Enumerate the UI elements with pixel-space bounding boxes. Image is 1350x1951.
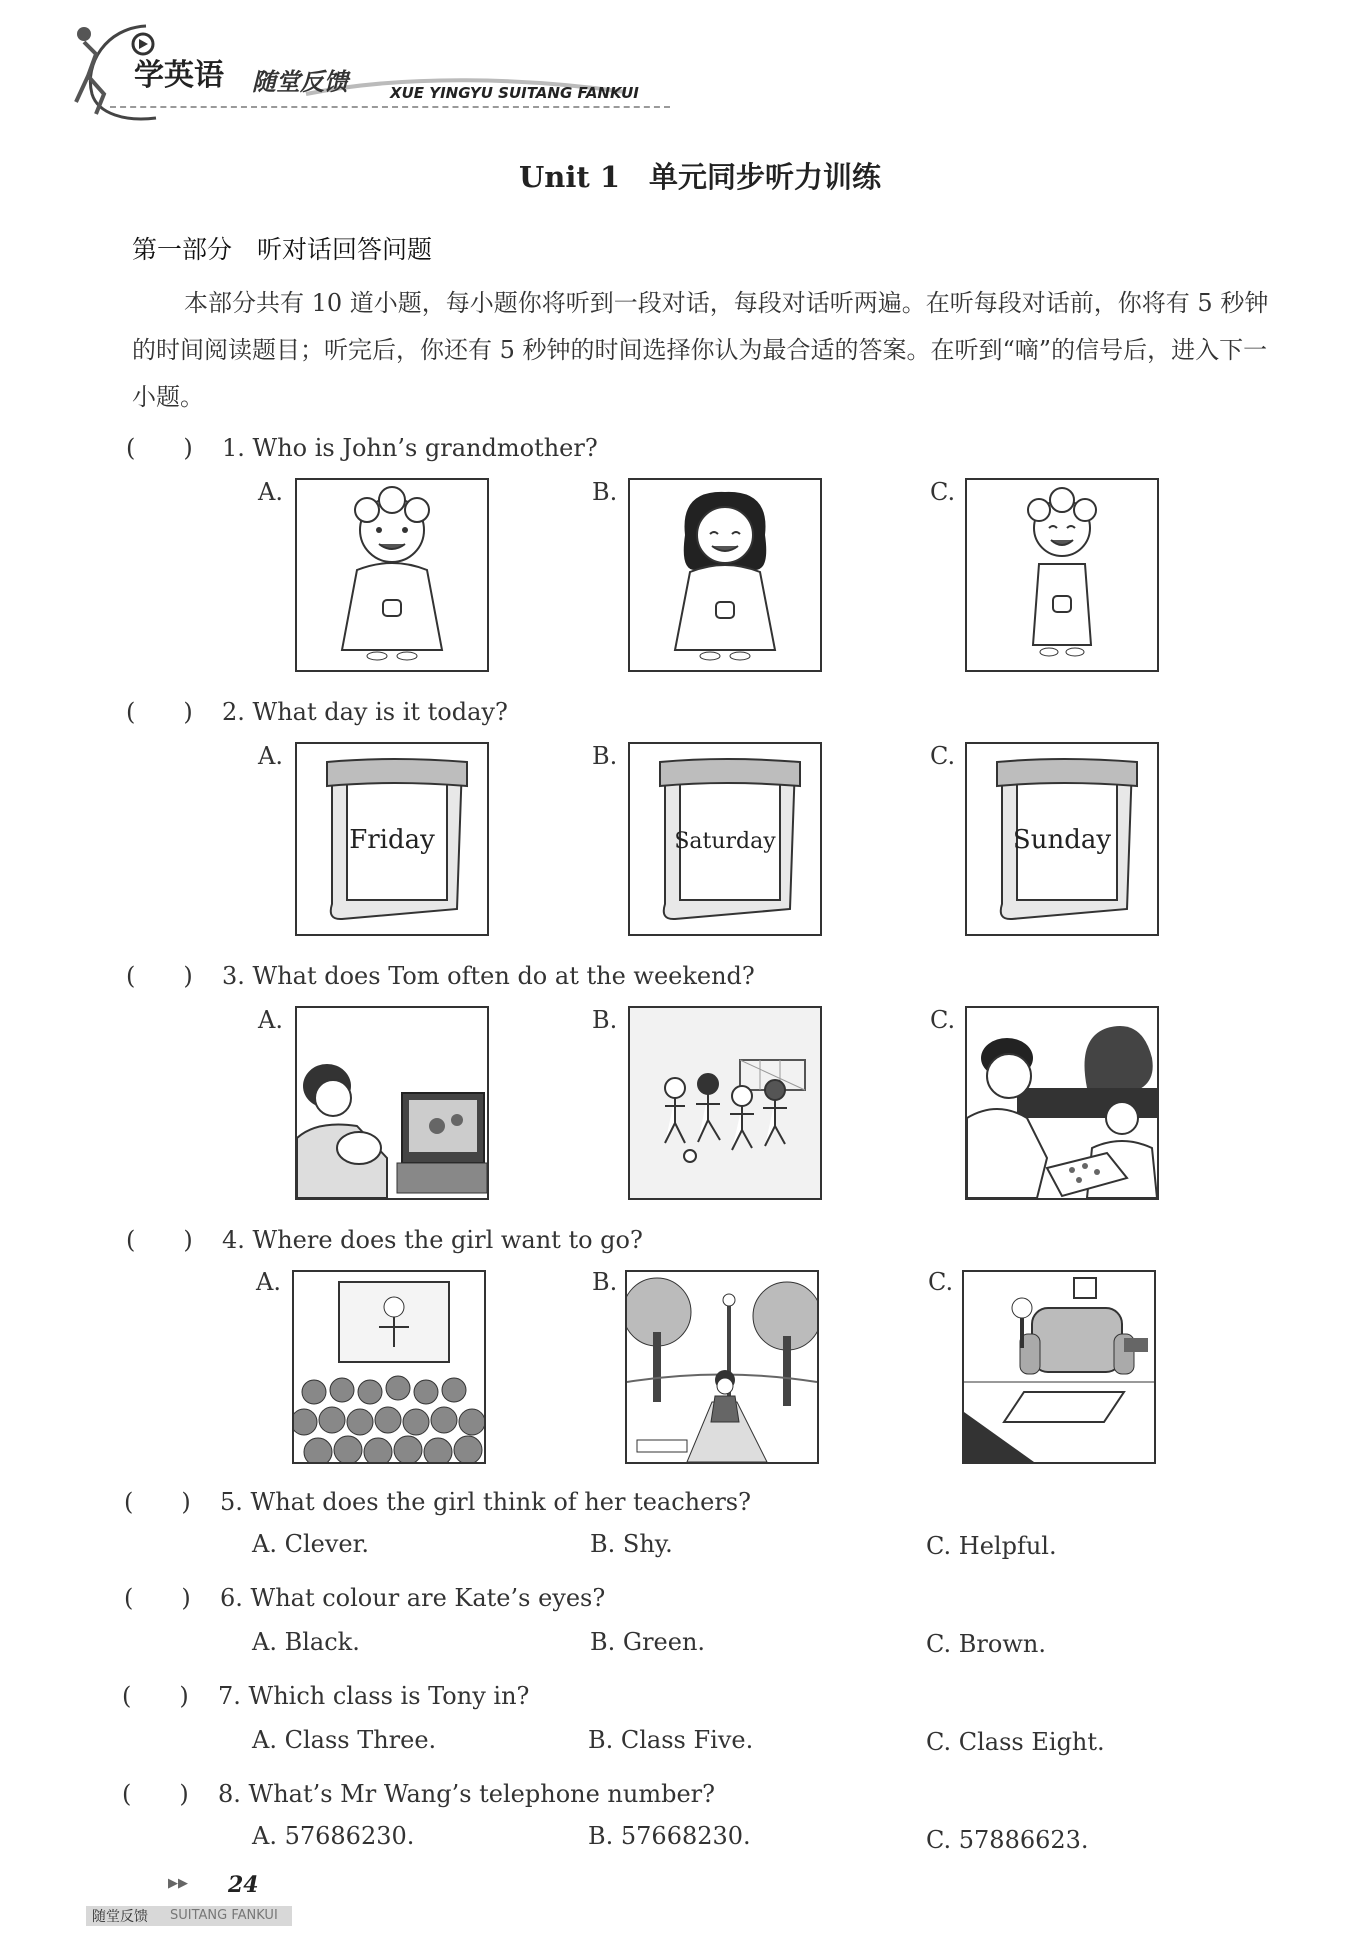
option-b-label: B.: [592, 1006, 618, 1034]
option-c[interactable]: C. 57886623.: [926, 1826, 1089, 1854]
logo-subtitle: 随堂反馈: [252, 68, 348, 96]
section-title: 第一部分 听对话回答问题: [132, 235, 433, 264]
grandmother-thin-dress-icon[interactable]: [965, 478, 1159, 672]
calendar-sunday[interactable]: [965, 742, 1159, 936]
grandmother-dark-hair-icon[interactable]: [628, 478, 822, 672]
question-4: [126, 1220, 643, 1255]
answer-blank[interactable]: ( ): [124, 1584, 191, 1612]
answer-blank[interactable]: ( ): [124, 1488, 191, 1516]
logo-pinyin: XUE YINGYU SUITANG FANKUI: [390, 84, 639, 102]
option-b-label: B.: [592, 742, 618, 770]
option-a-label: A.: [258, 478, 283, 506]
option-c-label: C.: [930, 1006, 956, 1034]
answer-blank[interactable]: ( ): [126, 962, 193, 990]
park-icon[interactable]: [625, 1270, 819, 1464]
option-b[interactable]: B. Shy.: [590, 1530, 673, 1558]
option-b[interactable]: B. Green.: [590, 1628, 706, 1656]
option-b[interactable]: B. 57668230.: [588, 1822, 751, 1850]
page-title: Unit 1 单元同步听力训练: [518, 160, 882, 194]
play-arrows-icon: ▶▶: [168, 1876, 188, 1891]
option-a[interactable]: A. Clever.: [252, 1530, 370, 1558]
option-c-label: C.: [930, 742, 956, 770]
question-text: 5. What does the girl think of her teachers?: [220, 1488, 751, 1516]
option-a-label: A.: [256, 1268, 281, 1296]
answer-blank[interactable]: ( ): [122, 1780, 189, 1808]
watching-tv-icon[interactable]: [295, 1006, 489, 1200]
footer-tag-cn: 随堂反馈: [92, 1909, 148, 1925]
question-text: 1. Who is John’s grandmother?: [222, 434, 598, 462]
answer-blank[interactable]: ( ): [126, 434, 193, 462]
option-c[interactable]: C. Helpful.: [926, 1532, 1057, 1560]
instructions: 本部分共有 10 道小题，每小题你将听到一段对话，每段对话听两遍。在听每段对话前，你将有 5 秒钟的时间阅读题目；听完后，你还有 5 秒钟的时间选择你认为最合适的答案。在听到“嘀”的信号后，进入下一小题。: [132, 289, 1269, 411]
grandmother-white-hair-wide-dress-icon[interactable]: [295, 478, 489, 672]
question-8: [122, 1774, 715, 1809]
option-a[interactable]: A. Black.: [252, 1628, 360, 1656]
question-7: [122, 1676, 529, 1711]
option-b-label: B.: [592, 1268, 618, 1296]
question-text: 8. What’s Mr Wang’s telephone number?: [218, 1780, 716, 1808]
answer-blank[interactable]: ( ): [126, 698, 193, 726]
option-a-label: A.: [258, 742, 283, 770]
playing-chess-icon[interactable]: [965, 1006, 1159, 1200]
living-room-icon[interactable]: [962, 1270, 1156, 1464]
option-c[interactable]: C. Brown.: [926, 1630, 1046, 1658]
page-number: 24: [228, 1872, 259, 1898]
question-text: 3. What does Tom often do at the weekend?: [222, 962, 755, 990]
option-a[interactable]: A. Class Three.: [252, 1726, 437, 1754]
question-text: 6. What colour are Kate’s eyes?: [220, 1584, 606, 1612]
playing-football-icon[interactable]: [628, 1006, 822, 1200]
option-a-label: A.: [258, 1006, 283, 1034]
calendar-day-text: Sunday: [1012, 825, 1112, 855]
calendar-friday[interactable]: [295, 742, 489, 936]
question-text: 4. Where does the girl want to go?: [222, 1226, 643, 1254]
calendar-day-text: Friday: [349, 825, 435, 855]
question-6: [124, 1578, 605, 1613]
answer-blank[interactable]: ( ): [122, 1682, 189, 1710]
calendar-day-text: Saturday: [674, 829, 776, 854]
option-a[interactable]: A. 57686230.: [252, 1822, 415, 1850]
logo-title: 学英语: [134, 58, 224, 93]
question-3: [126, 956, 755, 991]
question-text: 7. Which class is Tony in?: [218, 1682, 530, 1710]
option-b-label: B.: [592, 478, 618, 506]
option-c-label: C.: [928, 1268, 954, 1296]
footer-tag-en: SUITANG FANKUI: [170, 1908, 278, 1923]
question-text: 2. What day is it today?: [222, 698, 508, 726]
cinema-icon[interactable]: [292, 1270, 486, 1464]
header-divider: [110, 106, 670, 108]
answer-blank[interactable]: ( ): [126, 1226, 193, 1254]
calendar-saturday[interactable]: [628, 742, 822, 936]
question-2: [126, 692, 508, 727]
option-b[interactable]: B. Class Five.: [588, 1726, 754, 1754]
option-c-label: C.: [930, 478, 956, 506]
option-c[interactable]: C. Class Eight.: [926, 1728, 1105, 1756]
question-5: [124, 1482, 751, 1517]
question-1: [126, 428, 598, 463]
